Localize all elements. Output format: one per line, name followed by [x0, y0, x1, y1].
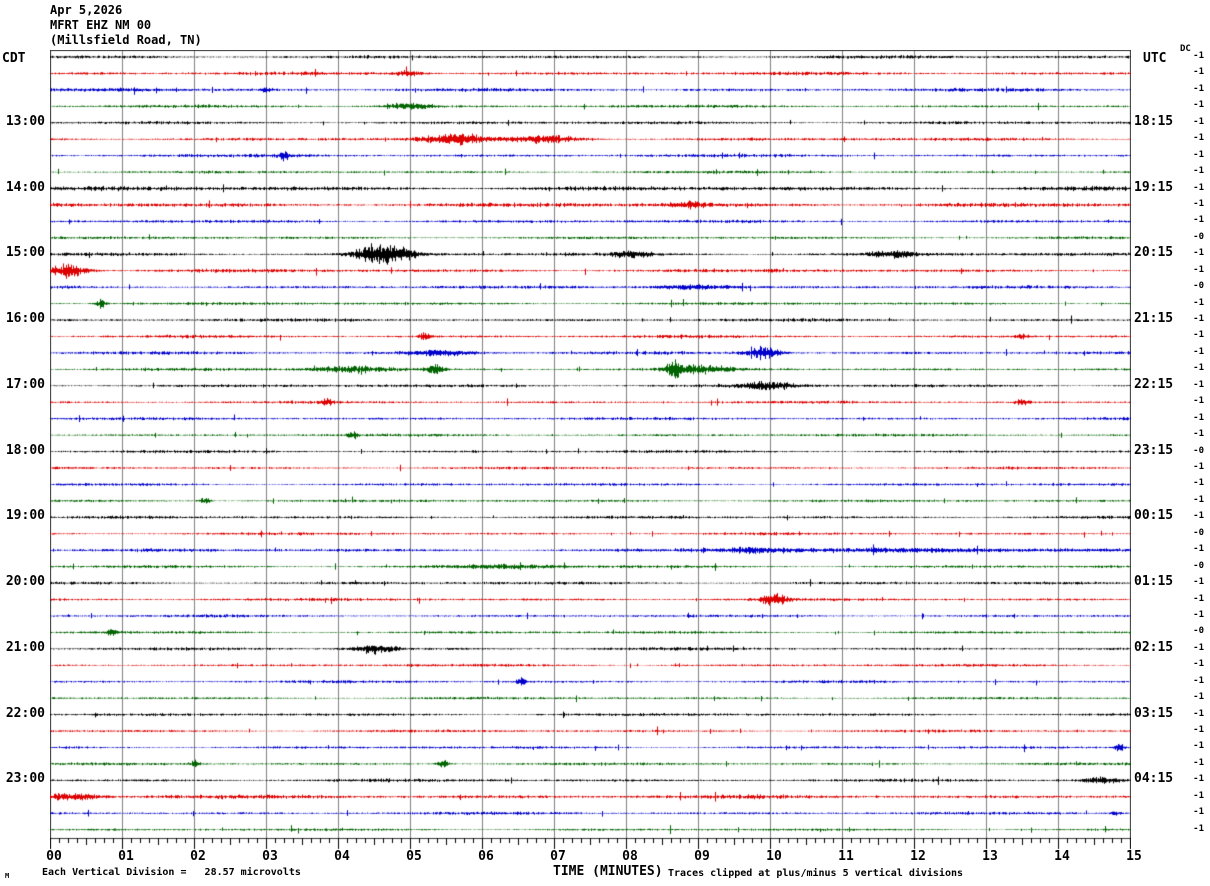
dc-offset-value: -0	[1193, 281, 1204, 292]
dc-offset-value: -1	[1193, 412, 1204, 423]
clip-note: Traces clipped at plus/minus 5 vertical divisions	[668, 868, 964, 879]
dc-offset-value: -1	[1193, 544, 1204, 555]
left-hour-label: 18:00	[5, 442, 45, 458]
dc-offset-value: -1	[1193, 774, 1204, 785]
dc-offset-value: -1	[1193, 346, 1204, 357]
dc-offset-value: -1	[1193, 462, 1204, 472]
dc-offset-value: -1	[1193, 83, 1204, 94]
left-hour-label: 16:00	[5, 311, 45, 327]
dc-offset-value: -1	[1193, 149, 1204, 160]
dc-offset-value: -1	[1193, 692, 1204, 703]
dc-offset-value: -1	[1193, 757, 1204, 768]
left-hour-label: 13:00	[5, 113, 45, 129]
dc-offset-value: -0	[1193, 445, 1204, 456]
left-hour-label: 20:00	[5, 574, 45, 590]
right-hour-label: 20:15	[1134, 245, 1174, 261]
x-tick-label: 12	[910, 849, 926, 864]
left-timezone-label: CDT	[2, 51, 26, 66]
right-hour-label: 00:15	[1134, 508, 1174, 524]
dc-offset-value: -1	[1193, 708, 1204, 719]
right-hour-label: 23:15	[1134, 442, 1174, 458]
right-timezone-label: UTC	[1143, 51, 1167, 66]
scale-note: Each Vertical Division = 28.57 microvolts	[42, 867, 301, 878]
dc-offset-value: -1	[1193, 215, 1204, 226]
dc-offset-value: -1	[1193, 790, 1204, 801]
left-hour-label: 22:00	[5, 705, 45, 721]
right-hour-label: 01:15	[1134, 574, 1174, 590]
dc-offset-value: -1	[1193, 478, 1204, 489]
x-tick-label: 15	[1126, 849, 1142, 864]
dc-offset-value: -1	[1193, 741, 1204, 752]
right-hour-label: 18:15	[1134, 113, 1174, 129]
dc-offset-value: -1	[1193, 823, 1204, 834]
dc-offset-value: -0	[1193, 231, 1204, 242]
dc-offset-value: -1	[1193, 642, 1204, 653]
x-tick-label: 05	[406, 849, 422, 864]
x-tick-label: 01	[118, 849, 134, 864]
dc-offset-value: -1	[1193, 429, 1204, 440]
x-tick-label: 11	[838, 849, 854, 864]
right-hour-label: 22:15	[1134, 376, 1174, 392]
dc-offset-value: -1	[1193, 182, 1204, 193]
dc-column-label: DC	[1180, 44, 1191, 54]
header-date: Apr 5,2026	[50, 3, 123, 17]
dc-offset-value: -1	[1193, 248, 1204, 259]
seismogram-plot-canvas	[50, 50, 1131, 852]
x-tick-label: 02	[190, 849, 206, 864]
dc-offset-value: -1	[1193, 100, 1204, 111]
x-tick-label: 10	[766, 849, 782, 864]
dc-offset-value: -1	[1193, 577, 1204, 588]
x-tick-label: 07	[550, 849, 566, 864]
x-tick-label: 09	[694, 849, 710, 864]
x-tick-label: 06	[478, 849, 494, 864]
dc-offset-value: -0	[1193, 626, 1204, 637]
x-tick-label: 13	[982, 849, 998, 864]
header-location: (Millsfield Road, TN)	[50, 33, 202, 47]
dc-offset-value: -1	[1193, 396, 1204, 407]
dc-offset-value: -1	[1193, 116, 1204, 127]
dc-offset-value: -1	[1193, 494, 1204, 505]
right-hour-label: 03:15	[1134, 705, 1174, 721]
x-tick-label: 08	[622, 849, 638, 864]
dc-offset-value: -1	[1193, 363, 1204, 374]
dc-offset-value: -1	[1193, 330, 1204, 341]
x-tick-label: 04	[334, 849, 350, 864]
right-hour-label: 02:15	[1134, 639, 1174, 655]
dc-offset-value: -1	[1193, 379, 1204, 390]
left-hour-label: 15:00	[5, 245, 45, 261]
x-axis-title: TIME (MINUTES)	[553, 864, 663, 879]
dc-offset-value: -0	[1193, 527, 1204, 538]
left-hour-label: 17:00	[5, 376, 45, 392]
dc-offset-value: -1	[1193, 314, 1204, 325]
dc-offset-value: -1	[1193, 725, 1204, 736]
header-station: MFRT EHZ NM 00	[50, 18, 152, 32]
dc-offset-value: -1	[1193, 264, 1204, 275]
corner-watermark: M	[5, 872, 10, 880]
left-hour-label: 21:00	[5, 639, 45, 655]
dc-offset-value: -1	[1193, 593, 1204, 604]
dc-offset-value: -1	[1193, 166, 1204, 177]
dc-offset-value: -1	[1193, 67, 1204, 78]
left-hour-label: 23:00	[5, 771, 45, 787]
dc-offset-value: -1	[1193, 133, 1204, 144]
dc-offset-value: -1	[1193, 659, 1204, 670]
x-tick-label: 03	[262, 849, 278, 864]
dc-offset-value: -0	[1193, 560, 1204, 571]
dc-offset-value: -1	[1193, 198, 1204, 209]
x-tick-label: 00	[46, 849, 62, 864]
dc-offset-value: -1	[1193, 807, 1204, 818]
right-hour-label: 21:15	[1134, 311, 1174, 327]
dc-offset-value: -1	[1193, 297, 1204, 308]
x-tick-label: 14	[1054, 849, 1070, 864]
right-hour-label: 04:15	[1134, 771, 1174, 787]
dc-offset-value: -1	[1193, 675, 1204, 686]
dc-offset-value: -1	[1193, 511, 1204, 522]
left-hour-label: 19:00	[5, 508, 45, 524]
dc-offset-value: -1	[1193, 609, 1204, 620]
right-hour-label: 19:15	[1134, 179, 1174, 195]
dc-offset-value: -1	[1193, 51, 1204, 61]
left-hour-label: 14:00	[5, 179, 45, 195]
